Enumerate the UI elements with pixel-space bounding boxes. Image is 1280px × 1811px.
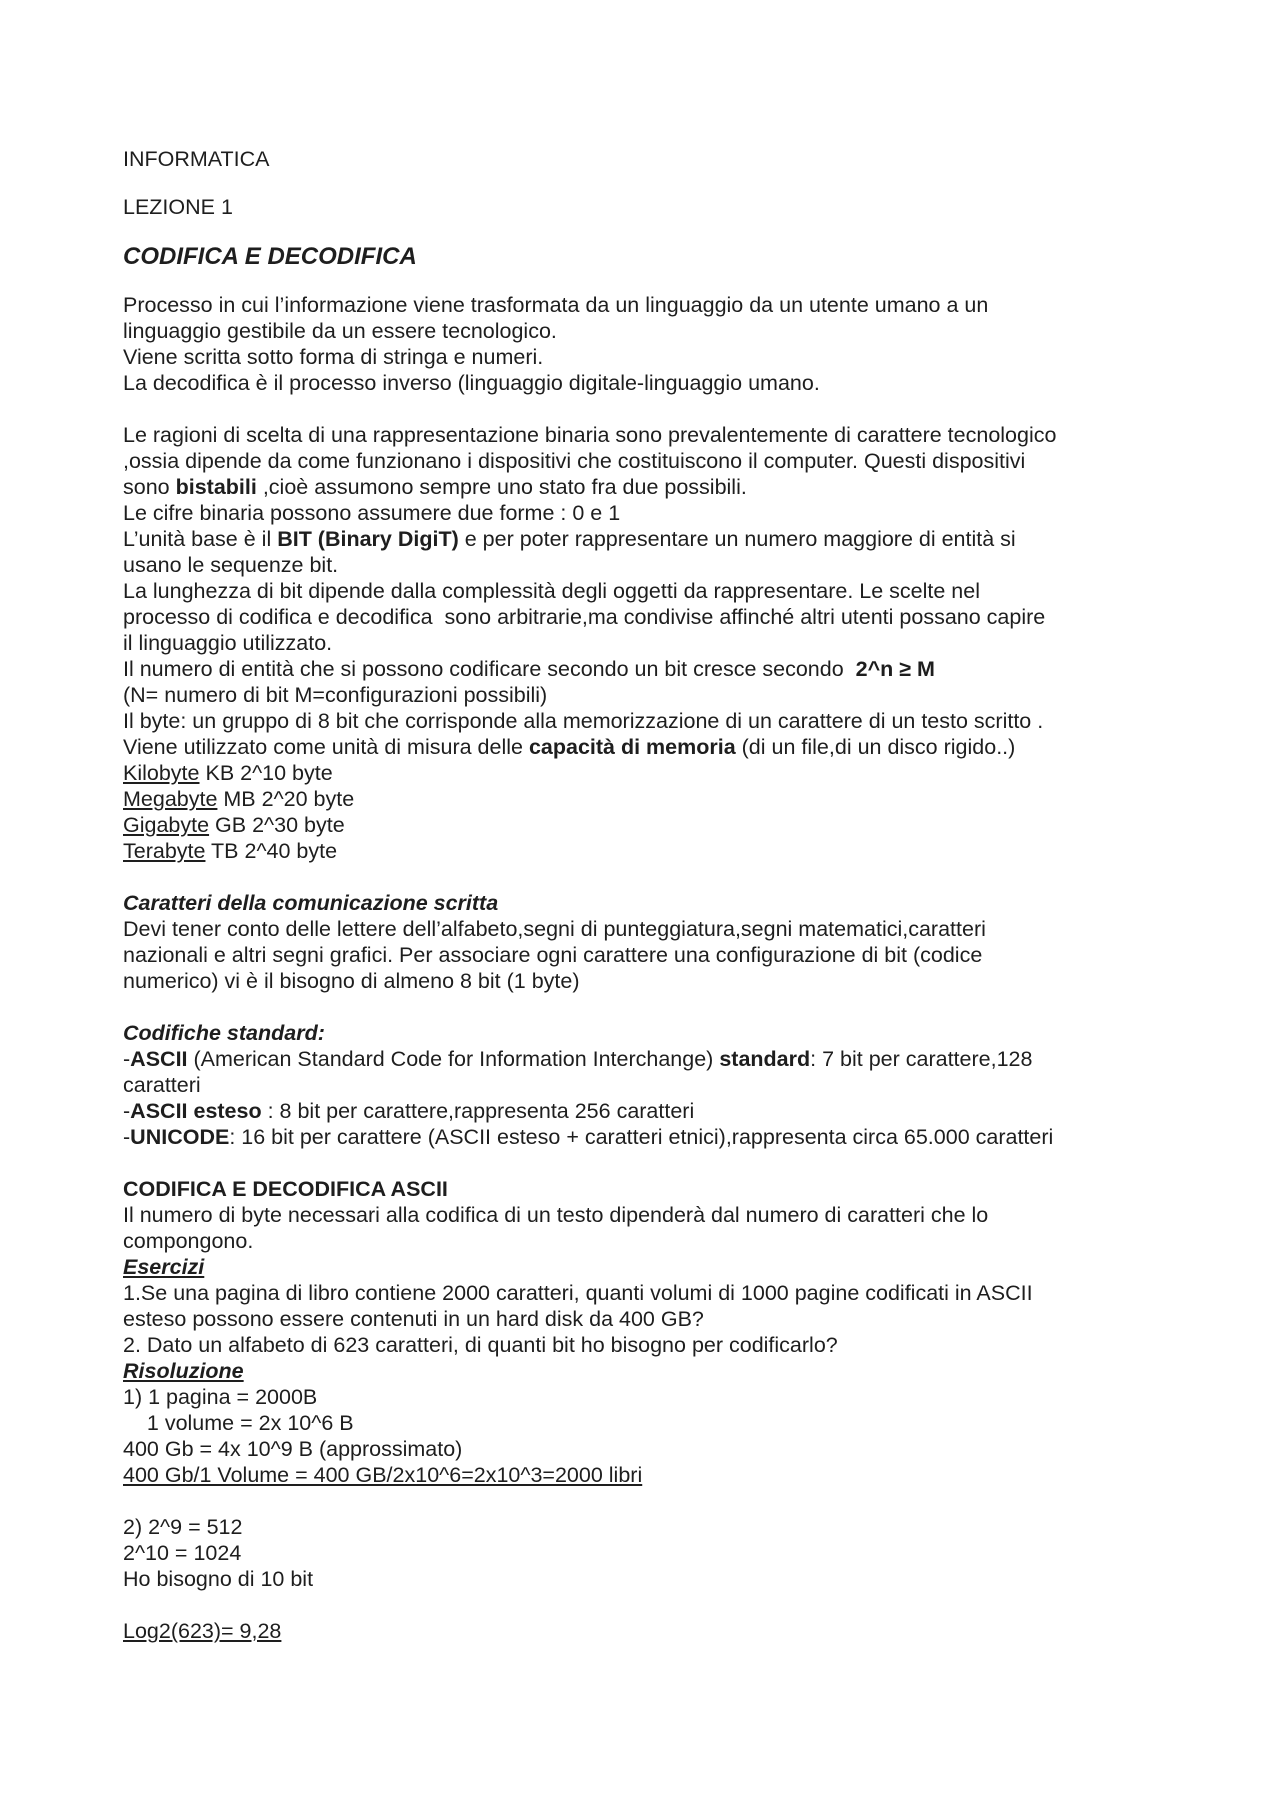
body-line: processo di codifica e decodifica sono arbitrarie,ma condivise affinché altri utenti possano capire: [123, 605, 1046, 629]
unit-name: Megabyte: [123, 787, 218, 811]
body-line: usano le sequenze bit.: [123, 553, 339, 577]
text-run: e per poter rappresentare un numero maggiore di entità si: [458, 527, 1016, 551]
bold-term: standard: [719, 1047, 811, 1071]
unit-value: KB 2^10 byte: [199, 761, 333, 785]
solution-result: [123, 1462, 1183, 1488]
unit-item: [123, 812, 1183, 838]
solution-heading-text: Risoluzione: [123, 1359, 244, 1383]
body-line: Le ragioni di scelta di una rappresentazione binaria sono prevalentemente di carattere tecnologico: [123, 423, 1057, 447]
binary-paragraph: [123, 422, 1183, 760]
unit-value: TB 2^40 byte: [205, 839, 338, 863]
unit-value: MB 2^20 byte: [217, 787, 355, 811]
standard-item-ascii-extended: [123, 1098, 1183, 1124]
text-run: Il numero di entità che si possono codificare secondo un bit cresce secondo: [123, 657, 856, 681]
text-run: Viene utilizzato come unità di misura delle: [123, 735, 529, 759]
intro-line: Viene scritta sotto forma di stringa e numeri.: [123, 345, 544, 369]
bold-term-bistabili: bistabili: [175, 475, 257, 499]
standards-section: [123, 1020, 1183, 1150]
log-result-text: Log2(623)= 9,28: [123, 1619, 282, 1643]
body-line: [123, 656, 1183, 682]
text-run: : 8 bit per carattere,rappresenta 256 caratteri: [261, 1099, 695, 1123]
unit-item: [123, 838, 1183, 864]
bold-formula: 2^n ≥ M: [855, 657, 935, 681]
solution-line: 1) 1 pagina = 2000B: [123, 1385, 318, 1409]
exercise-line: esteso possono essere contenuti in un hard disk da 400 GB?: [123, 1307, 704, 1331]
body-line: La lunghezza di bit dipende dalla complessità degli oggetti da rappresentare. Le scelte nel: [123, 579, 980, 603]
unit-name: Terabyte: [123, 839, 206, 863]
body-line: Le cifre binaria possono assumere due forme : 0 e 1: [123, 501, 621, 525]
solution-line: Ho bisogno di 10 bit: [123, 1567, 314, 1591]
body-line: Devi tener conto delle lettere dell’alfabeto,segni di punteggiatura,segni matematici,caratteri: [123, 917, 986, 941]
intro-line: La decodifica è il processo inverso (linguaggio digitale-linguaggio umano.: [123, 371, 820, 395]
document-page: [123, 146, 1183, 1644]
unit-name: Gigabyte: [123, 813, 210, 837]
dash: -: [123, 1099, 131, 1123]
text-run: sono: [123, 475, 176, 499]
body-line: il linguaggio utilizzato.: [123, 631, 333, 655]
intro-paragraph: [123, 292, 1183, 396]
body-line: compongono.: [123, 1229, 254, 1253]
body-line: ,ossia dipende da come funzionano i dispositivi che costituiscono il computer. Questi dispositivi: [123, 449, 1026, 473]
units-list: [123, 760, 1183, 864]
text-run: (di un file,di un disco rigido..): [735, 735, 1016, 759]
intro-line: linguaggio gestibile da un essere tecnologico.: [123, 319, 557, 343]
solution-line: 1 volume = 2x 10^6 B: [123, 1411, 354, 1435]
solution-result-text: 400 Gb/1 Volume = 400 GB/2x10^6=2x10^3=2000 libri: [123, 1463, 643, 1487]
bold-term: ASCII esteso: [130, 1099, 262, 1123]
lesson-label: LEZIONE 1: [123, 195, 233, 219]
intro-line: Processo in cui l’informazione viene trasformata da un linguaggio da un utente umano a un: [123, 293, 989, 317]
dash: -: [123, 1047, 131, 1071]
text-run: : 7 bit per carattere,128: [810, 1047, 1033, 1071]
bold-term-memory: capacità di memoria: [528, 735, 736, 759]
body-line: Il byte: un gruppo di 8 bit che corrisponde alla memorizzazione di un carattere di un testo scritto .: [123, 709, 1044, 733]
body-line: [123, 734, 1183, 760]
text-run: : 16 bit per carattere (ASCII esteso + caratteri etnici),rappresenta circa 65.000 caratteri: [229, 1125, 1054, 1149]
solution-line: 2) 2^9 = 512: [123, 1515, 243, 1539]
body-line: nazionali e altri segni grafici. Per associare ogni carattere una configurazione di bit (codice: [123, 943, 983, 967]
body-line: numerico) vi è il bisogno di almeno 8 bit (1 byte): [123, 969, 580, 993]
text-run: (American Standard Code for Information Interchange): [187, 1047, 720, 1071]
section-heading: Codifiche standard:: [123, 1021, 325, 1045]
solution-line: 400 Gb = 4x 10^9 B (approssimato): [123, 1437, 463, 1461]
chars-section: [123, 890, 1183, 994]
exercise-line: 2. Dato un alfabeto di 623 caratteri, di quanti bit ho bisogno per codificarlo?: [123, 1333, 838, 1357]
unit-name: Kilobyte: [123, 761, 200, 785]
exercises-heading-text: Esercizi: [123, 1255, 205, 1279]
bold-term: ASCII: [130, 1047, 188, 1071]
body-line: [123, 526, 1183, 552]
body-line: (N= numero di bit M=configurazioni possibili): [123, 683, 548, 707]
standard-item-unicode: [123, 1124, 1183, 1150]
solution-line: 2^10 = 1024: [123, 1541, 242, 1565]
exercise-line: 1.Se una pagina di libro contiene 2000 caratteri, quanti volumi di 1000 pagine codificati in ASCII: [123, 1281, 1033, 1305]
bold-term-bit: BIT (Binary DigiT): [277, 527, 459, 551]
text-run: L’unità base è il: [123, 527, 278, 551]
log-result: [123, 1618, 1183, 1644]
page-title: CODIFICA E DECODIFICA: [123, 243, 417, 270]
bold-term: UNICODE: [130, 1125, 230, 1149]
unit-item: [123, 786, 1183, 812]
ascii-section: [123, 1176, 1183, 1644]
unit-value: GB 2^30 byte: [209, 813, 345, 837]
text-run: ,cioè assumono sempre uno stato fra due possibili.: [256, 475, 747, 499]
section-heading: Caratteri della comunicazione scritta: [123, 891, 499, 915]
dash: -: [123, 1125, 131, 1149]
exercises-heading: [123, 1254, 1183, 1280]
solution-heading: [123, 1358, 1183, 1384]
body-line: caratteri: [123, 1073, 201, 1097]
body-line: Il numero di byte necessari alla codifica di un testo dipenderà dal numero di caratteri che lo: [123, 1203, 989, 1227]
unit-item: [123, 760, 1183, 786]
standard-item-ascii: [123, 1046, 1183, 1072]
subject-label: INFORMATICA: [123, 147, 270, 171]
section-heading: CODIFICA E DECODIFICA ASCII: [123, 1177, 448, 1201]
body-line: [123, 474, 1183, 500]
